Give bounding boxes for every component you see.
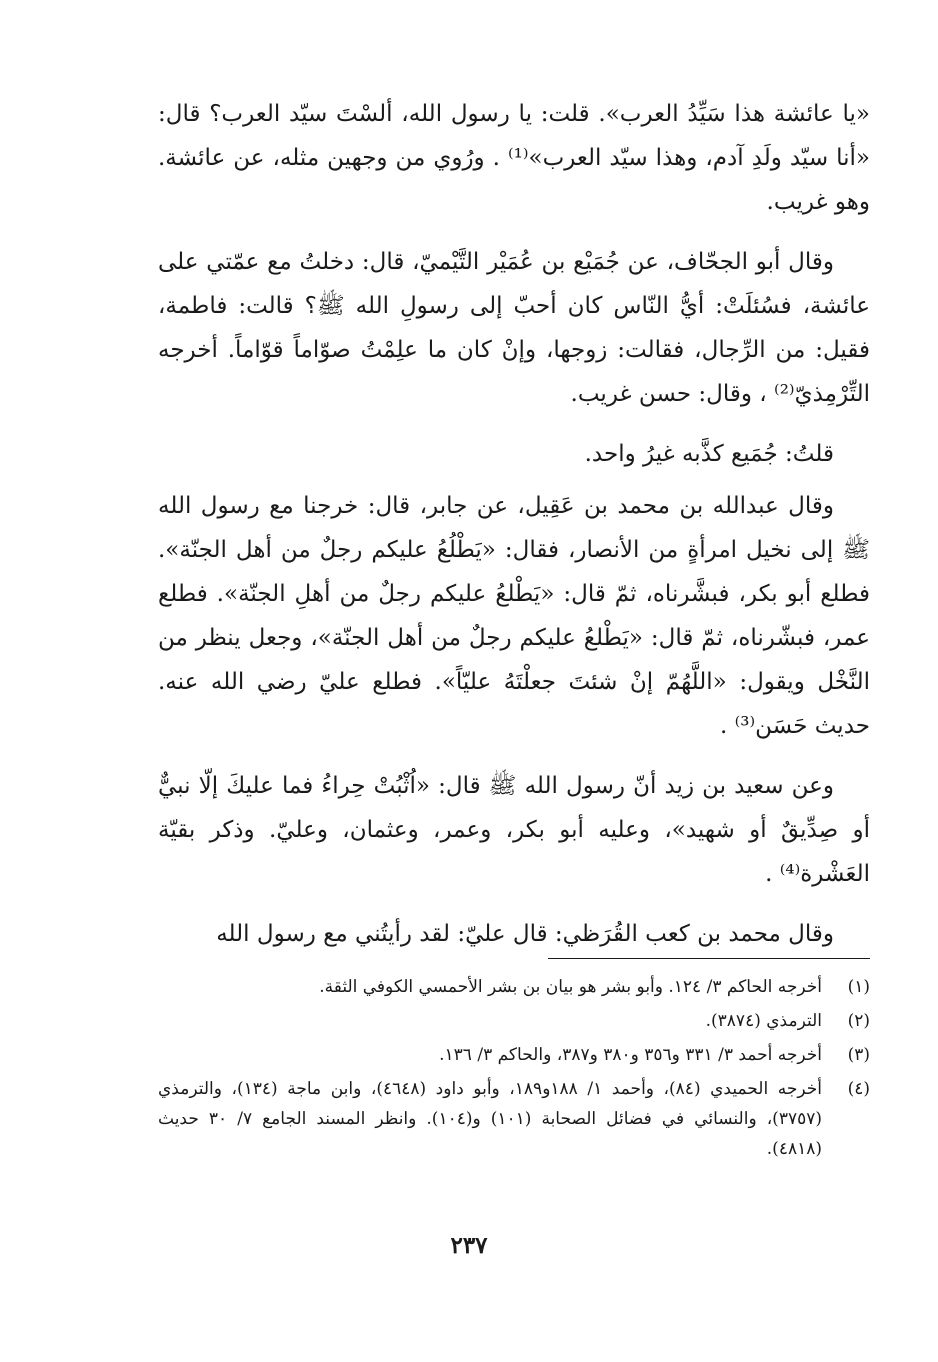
- footnote-text: أخرجه الحاكم ٣/ ١٢٤. وأبو بشر هو بيان بن بشر الأحمسي الكوفي الثقة.: [319, 977, 822, 997]
- footnote: [158, 972, 870, 1002]
- paragraph: قلتُ: جُمَيع كذَّبه غيرُ واحد.: [584, 441, 834, 467]
- footnote-number: (٤): [847, 1079, 870, 1099]
- page-number: ٢٣٧: [450, 1232, 488, 1259]
- footnote: [158, 1074, 870, 1164]
- footnote-number: (١): [847, 977, 870, 997]
- footnote-text: أخرجه الحميدي (٨٤)، وأحمد ١/ ١٨٨و١٨٩، وأبو داود (٤٦٤٨)، وابن ماجة (١٣٤)، والترمذي (٣٧٥٧)، والنسائي في فضائل الصحابة (١٠١) و(١٠٤). وانظر المسند الجامع ٧/ ٣٠ حديث (٤٨١٨).: [158, 1079, 822, 1159]
- paragraph: وعن سعيد بن زيد أنّ رسول الله ﷺ قال: «اُثْبُتْ حِراءُ فما عليكَ إلّا نبيٌّ أو صِدِّيقٌ أو شهيد»، وعليه أبو بكر، وعمر، وعثمان، وعليّ. وذكر بقيّة العَشْرة⁽⁴⁾ .: [158, 773, 870, 887]
- footnote: [158, 1040, 870, 1070]
- footnotes-section: [158, 972, 870, 1168]
- footnote-text: أخرجه أحمد ٣/ ٣٣١ و٣٥٦ و٣٨٠ و٣٨٧، والحاكم ٣/ ١٣٦.: [439, 1045, 822, 1065]
- paragraph: وقال عبدالله بن محمد بن عَقِيل، عن جابر، قال: خرجنا مع رسول الله ﷺ إلى نخيل امرأةٍ من الأنصار، فقال: «يَطْلُعُ عليكم رجلٌ من أهل الجنّة». فطلع أبو بكر، فبشَّرناه، ثمّ قال: «يَطْلعُ عليكم رجلٌ من أهلِ الجنّة». فطلع عمر، فبشّرناه، ثمّ قال: «يَطْلعُ عليكم رجلٌ من أهل الجنّة»، وجعل ينظر من النَّخْل ويقول: «اللَّهُمّ إنْ شئتَ جعلْتَهُ عليّاً». فطلع عليّ رضي الله عنه. حديث حَسَن⁽³⁾ .: [158, 493, 870, 739]
- footnote-text: الترمذي (٣٨٧٤).: [705, 1011, 822, 1031]
- footnote-number: (٢): [847, 1011, 870, 1031]
- footnote-number: (٣): [847, 1045, 870, 1065]
- paragraph: «يا عائشة هذا سَيِّدُ العرب». قلت: يا رسول الله، ألسْتَ سيّد العرب؟ قال: «أنا سيّد ولَدِ آدم، وهذا سيّد العرب»⁽¹⁾ . ورُوي من وجهين مثله، عن عائشة. وهو غريب.: [158, 101, 870, 215]
- footnote-divider: [548, 958, 870, 959]
- paragraph: وقال أبو الجحّاف، عن جُمَيْع بن عُمَيْر التَّيْميّ، قال: دخلتُ مع عمّتي على عائشة، فسُئلَتْ: أيُّ النّاس كان أحبّ إلى رسولِ الله ﷺ؟ قالت: فاطمة، فقيل: من الرِّجال، فقالت: زوجها، وإنْ كان ما علِمْتُ صوّاماً قوّاماً. أخرجه التِّرْمِذيّ⁽²⁾ ، وقال: حسن غريب.: [158, 249, 870, 407]
- main-text-block: [158, 92, 870, 972]
- footnote: [158, 1006, 870, 1036]
- paragraph: وقال محمد بن كعب القُرَظي: قال عليّ: لقد رأيتُني مع رسول الله: [216, 921, 834, 947]
